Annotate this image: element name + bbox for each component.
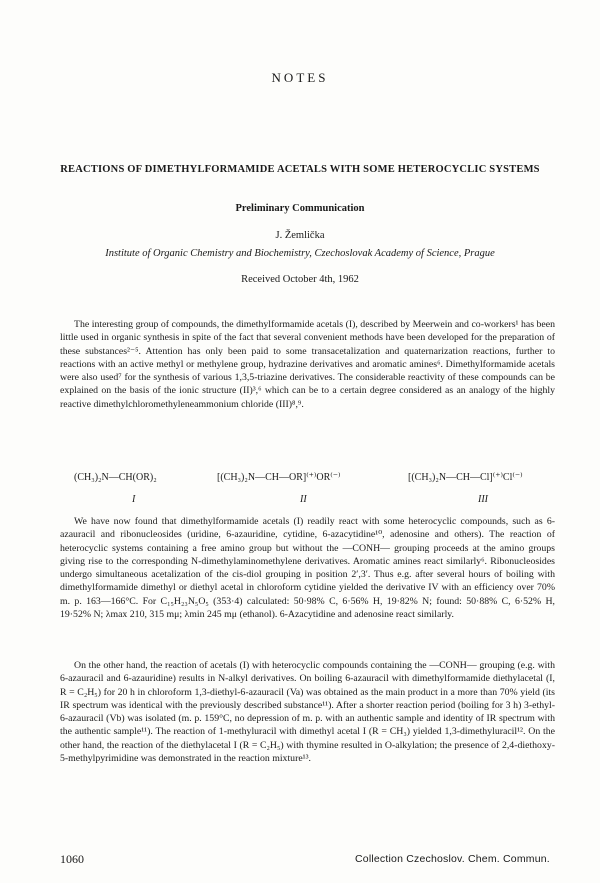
formula-row	[60, 472, 560, 512]
author-affiliation: Institute of Organic Chemistry and Biochemistry, Czechoslovak Academy of Science, Prague	[105, 248, 495, 259]
article-title: REACTIONS OF DIMETHYLFORMAMIDE ACETALS WITH SOME HETEROCYCLIC SYSTEMS	[60, 164, 540, 175]
formula-iii: [(CH₃)₂N—CH—Cl]⁽⁺⁾Cl⁽⁻⁾	[408, 472, 523, 483]
paragraph-conhgroup: On the other hand, the reaction of acetals (I) with heterocyclic compounds containing the —CONH— grouping (e.g. with 6-azauracil and 6-azauridine) results in N-alkyl derivatives. On boiling 6-azauracil with dimethylformamide diethylacetal (I, R = C₂H₅) for 20 h in chloroform 1,3-diethyl-6-azauracil (Va) was obtained as the main product in a more than 70% yield (its IR spectrum was identical with the previously described substance¹¹). After a shorter reaction period (boiling for 3 h) 3-ethyl-6-azauracil (Vb) was isolated (m. p. 159°C, no depression of m. p. with an authentic sample and identity of IR spectrum with the authentic sample¹¹). The reaction of 1-methyluracil with dimethyl acetal I (R = CH₃) yielded 1,3-dimethyluracil¹². On the other hand, the reaction of the diethylacetal I (R = C₂H₅) with thymine resulted in O-alkylation; the presence of 2,4-diethoxy-5-methylpyrimidine was demonstrated in the reaction mixture¹³.	[60, 660, 555, 765]
formula-iii-label: III	[478, 494, 488, 505]
article-subtitle: Preliminary Communication	[235, 203, 365, 214]
article-author: J. Žemlička	[275, 230, 325, 241]
journal-name: Collection Czechoslov. Chem. Commun.	[355, 853, 550, 865]
formula-ii-label: II	[300, 494, 307, 505]
formula-i-label: I	[132, 494, 136, 505]
section-title: NOTES	[271, 70, 329, 85]
paragraph-results: We have now found that dimethylformamide acetals (I) readily react with some heterocyclic compounds, such as 6-azauracil and ribonucleosides (uridine, 6-azauridine, cytidine, 6-azacytidine¹⁰, adenosine and others). The reaction of heterocyclic systems containing a free amino group but without the —CONH— grouping proceeds at the amino groups giving rise to the corresponding N-dimethylaminomethylene derivatives. Aromatic amines react similarly⁶. Ribonucleosides undergo simultaneous acetalization of the cis-diol grouping in position 2′,3′. Thus e.g. after several hours of boiling with dimethylformamide dimethyl or diethyl acetal in chloroform cytidine yielded the derivative IV with an efficiency over 70% m. p. 163—166°C. For C₁₅H₂₃N₅O₅ (353·4) calculated: 50·98% C, 6·56% H, 19·82% N; found: 50·88% C, 6·52% H, 19·52% N; λmax 210, 315 mμ; λmin 245 mμ (ethanol). 6-Azacytidine and adenosine react similarly.	[60, 516, 555, 621]
formula-ii: [(CH₃)₂N—CH—OR]⁽⁺⁾OR⁽⁻⁾	[217, 472, 341, 483]
received-date: Received October 4th, 1962	[241, 274, 359, 285]
page-number: 1060	[60, 852, 84, 866]
formula-i: (CH₃)₂N—CH(OR)₂	[74, 472, 157, 483]
paragraph-intro: The interesting group of compounds, the dimethylformamide acetals (I), described by Meerwein and co-workers¹ has been little used in organic synthesis in spite of the fact that several convenient methods have been developed for the preparation of these substances²⁻⁵. Attention has only been paid to some transacetalization and quaternarization reactions, further to reactions with an active methyl or methylene group, hydrazine derivatives and aromatic amines⁶. Dimethylformamide acetals were also used⁷ for the synthesis of various 1,3,5-triazine derivatives. The considerable reactivity of these compounds can be explained on the basis of the ionic structure (II)³,⁶ which can be to a certain degree considered as an analogy of the highly reactive dimethylchloromethyleneammonium chloride (III)⁸,⁹.	[60, 319, 555, 410]
